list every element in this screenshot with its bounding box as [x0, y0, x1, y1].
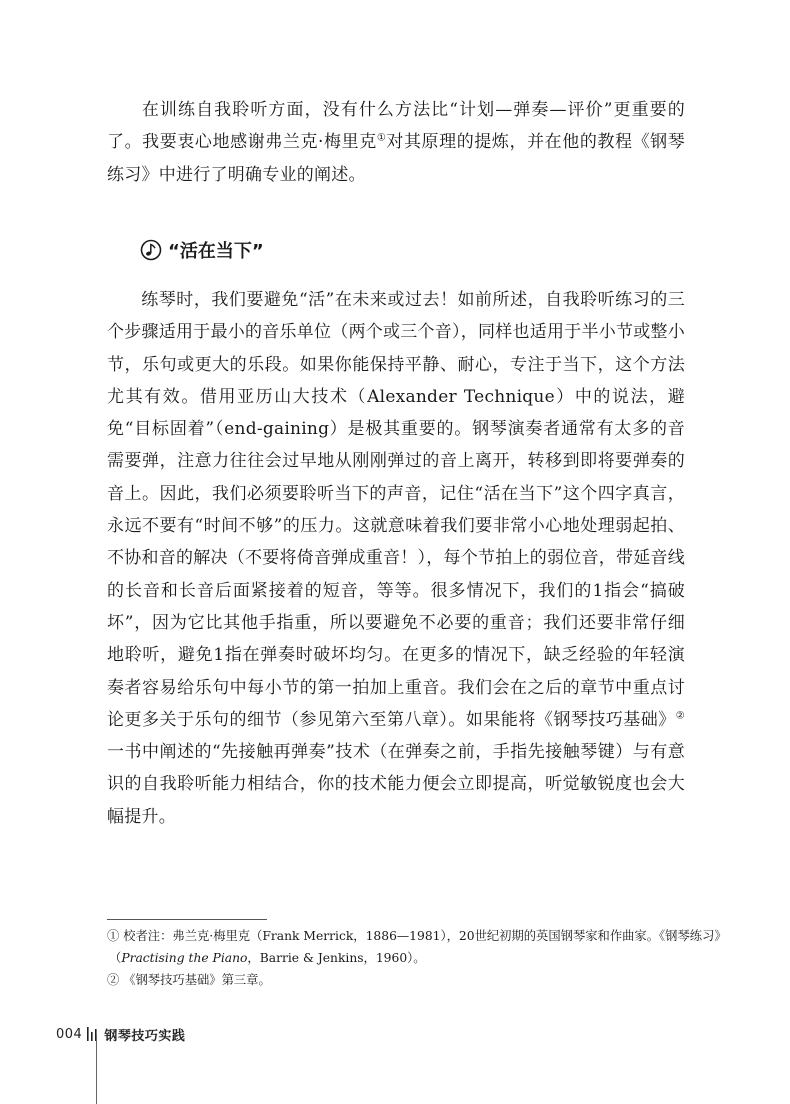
book-title: 钢琴技巧实践: [104, 1028, 186, 1044]
footnote-1-publisher: ，Barrie & Jenkins，1960）。: [247, 951, 426, 965]
paragraph-1-text-a: 在训练自我聆听方面，没有什么方法比“计划—弹奏—评价”更重要的了。我要衷心地感谢弗兰克·梅里克: [107, 100, 685, 153]
body-paragraph-2: [107, 284, 685, 833]
section-heading: [140, 237, 264, 263]
footnote-1-book-title: Practising the Piano: [121, 951, 248, 965]
page-footer: [56, 1023, 185, 1045]
paragraph-2-text-b: 一书中阐述的“先接触再弹奏”技术（在弹奏之前，手指先接触琴键）与有意识的自我聆听能力相结合，你的技术能力便会立即提高，听觉敏锐度也会大幅提升。: [107, 742, 685, 827]
body-paragraph-1: [107, 94, 685, 191]
paragraph-1-text-b: 对其原理的提炼，并在他的教程《钢琴练习》中进行了明确专业的阐述。: [107, 132, 686, 185]
footnotes: [107, 925, 727, 991]
footnote-2: ② 《钢琴技巧基础》第三章。: [107, 973, 271, 987]
section-title: “活在当下”: [168, 241, 264, 262]
footnote-divider: [107, 919, 267, 920]
margin-line: [96, 1035, 97, 1104]
footnote-1-open-paren: （: [109, 951, 122, 965]
page-number: 004: [56, 1026, 83, 1042]
music-note-icon: [140, 239, 162, 261]
paragraph-2-text-a: 练琴时，我们要避免“活”在未来或过去！如前所述，自我聆听练习的三个步骤适用于最小的音乐单位（两个或三个音），同样也适用于半小节或整小节，乐句或更大的乐段。如果你能保持平静、耐心，专注于当下，这个方法尤其有效。借用亚历山大技术（Alexander Technique）中的说法，避免“目标固着”（end-gaining）是极其重要的。钢琴演奏者通常有太多的音需要弹，注意力往往会过早地从刚刚弹过的音上离开，转移到即将要弹奏的音上。因此，我们必须要聆听当下的声音，记住“活在当下”这个四字真言，永远不要有“时间不够”的压力。这就意味着我们要非常小心地处理弱起拍、不协和音的解决（不要将倚音弹成重音！），每个节拍上的弱位音，带延音线的长音和长音后面紧接着的短音，等等。很多情况下，我们的1指会“搞破坏”，因为它比其他手指重，所以要避免不必要的重音；我们还要非常仔细地聆听，避免1指在弹奏时破坏均匀。在更多的情况下，缺乏经验的年轻演奏者容易给乐句中每小节的第一拍加上重音。我们会在之后的章节中重点讨论更多关于乐句的细节（参见第六至第八章）。如果能将《钢琴技巧基础》: [107, 290, 685, 730]
footnote-1-line-1: ① 校者注：弗兰克·梅里克（Frank Merrick，1886—1981），20世纪初期的英国钢琴家和作曲家。《钢琴练习》: [107, 929, 727, 943]
footnote-1-line-2: [107, 947, 707, 969]
footnote-ref-1: ①: [376, 132, 387, 144]
footnote-ref-2: ②: [675, 710, 685, 722]
